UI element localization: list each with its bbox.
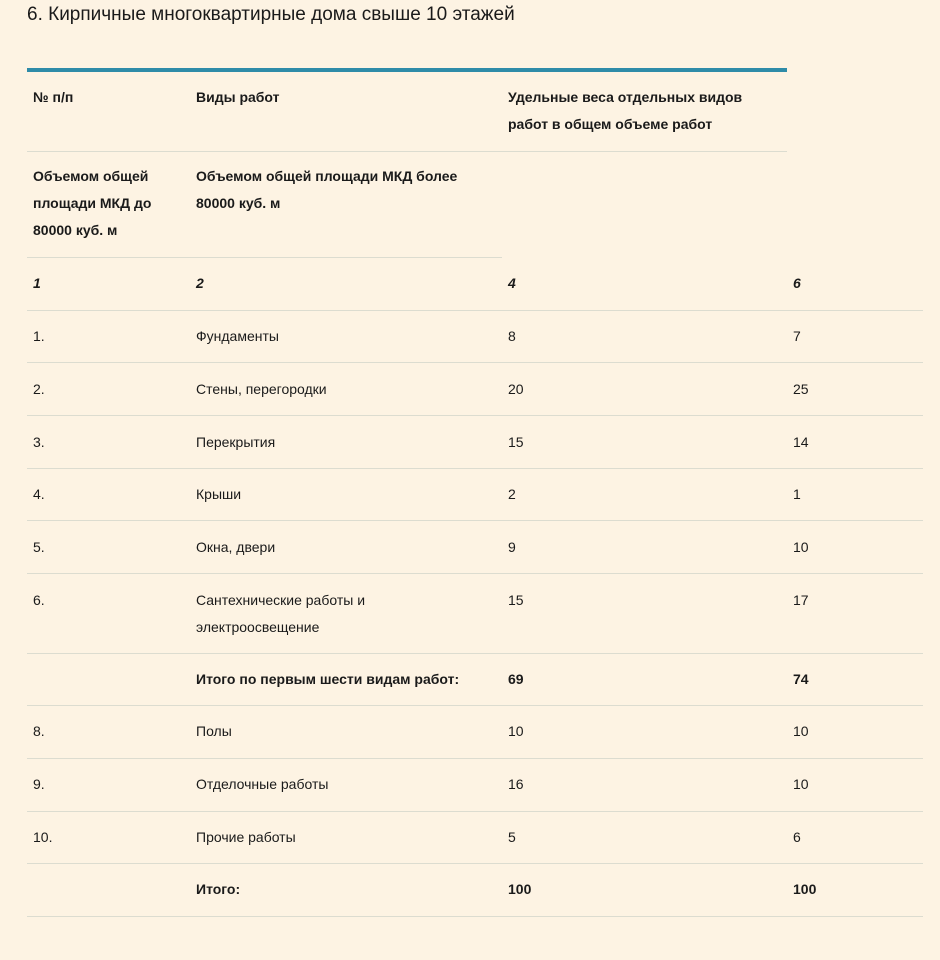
row-number: 4. xyxy=(33,486,45,502)
row-number: 6. xyxy=(33,592,45,608)
row-work-type: Отделочные работы xyxy=(196,776,329,792)
index-cell-1: 1 xyxy=(33,275,41,291)
subheader-volume-up-to: Объемом общей площади МКД до 80000 куб. м xyxy=(33,168,152,238)
row-value-over: 14 xyxy=(793,434,809,450)
row-work-type: Сантехнические работы и электроосвещение xyxy=(196,592,366,635)
row-number: 3. xyxy=(33,434,45,450)
total-value-over: 100 xyxy=(793,881,817,897)
row-divider xyxy=(27,468,923,469)
header-col-number: № п/п xyxy=(33,89,74,105)
row-value-up-to: 15 xyxy=(508,434,524,450)
row-value-over: 1 xyxy=(793,486,801,502)
row-value-up-to: 15 xyxy=(508,592,524,608)
row-value-up-to: 10 xyxy=(508,723,524,739)
row-value-over: 17 xyxy=(793,592,809,608)
row-work-type: Стены, перегородки xyxy=(196,381,327,397)
index-cell-2: 2 xyxy=(196,275,204,291)
header-col-weights: Удельные веса отдельных видов работ в общем объеме работ xyxy=(508,89,743,132)
page-title: 6. Кирпичные многоквартирные дома свыше 10 этажей xyxy=(27,4,515,25)
subtotal-label: Итого по первым шести видам работ: xyxy=(196,671,460,687)
row-value-over: 10 xyxy=(793,539,809,555)
row-divider xyxy=(27,520,923,521)
row-divider xyxy=(27,573,923,574)
row-work-type: Перекрытия xyxy=(196,434,276,450)
row-divider xyxy=(27,310,923,311)
row-number: 1. xyxy=(33,328,45,344)
index-cell-4: 4 xyxy=(508,275,516,291)
header-divider xyxy=(27,151,787,152)
row-value-up-to: 2 xyxy=(508,486,516,502)
row-work-type: Окна, двери xyxy=(196,539,276,555)
row-number: 2. xyxy=(33,381,45,397)
row-work-type: Полы xyxy=(196,723,232,739)
row-value-over: 10 xyxy=(793,776,809,792)
row-number: 5. xyxy=(33,539,45,555)
row-value-over: 25 xyxy=(793,381,809,397)
row-value-over: 6 xyxy=(793,829,801,845)
subheader-divider xyxy=(27,257,502,258)
row-divider xyxy=(27,415,923,416)
table-top-accent-bar xyxy=(27,68,787,72)
row-divider xyxy=(27,811,923,812)
row-value-up-to: 9 xyxy=(508,539,516,555)
row-value-up-to: 20 xyxy=(508,381,524,397)
row-value-up-to: 8 xyxy=(508,328,516,344)
row-value-up-to: 5 xyxy=(508,829,516,845)
row-divider xyxy=(27,863,923,864)
row-work-type: Крыши xyxy=(196,486,242,502)
row-value-over: 10 xyxy=(793,723,809,739)
row-divider xyxy=(27,362,923,363)
subheader-volume-over: Объемом общей площади МКД более 80000 куб. м xyxy=(196,168,458,211)
subtotal-value-over: 74 xyxy=(793,671,809,687)
row-number: 9. xyxy=(33,776,45,792)
total-label: Итого: xyxy=(196,881,241,897)
subtotal-value-up-to: 69 xyxy=(508,671,524,687)
row-number: 10. xyxy=(33,829,53,845)
row-number: 8. xyxy=(33,723,45,739)
row-value-over: 7 xyxy=(793,328,801,344)
row-divider xyxy=(27,705,923,706)
table-bottom-divider xyxy=(27,916,923,917)
row-divider xyxy=(27,758,923,759)
row-divider xyxy=(27,653,923,654)
row-work-type: Фундаменты xyxy=(196,328,279,344)
index-cell-6: 6 xyxy=(793,275,801,291)
total-value-up-to: 100 xyxy=(508,881,532,897)
row-value-up-to: 16 xyxy=(508,776,524,792)
header-col-work-type: Виды работ xyxy=(196,89,280,105)
row-work-type: Прочие работы xyxy=(196,829,296,845)
